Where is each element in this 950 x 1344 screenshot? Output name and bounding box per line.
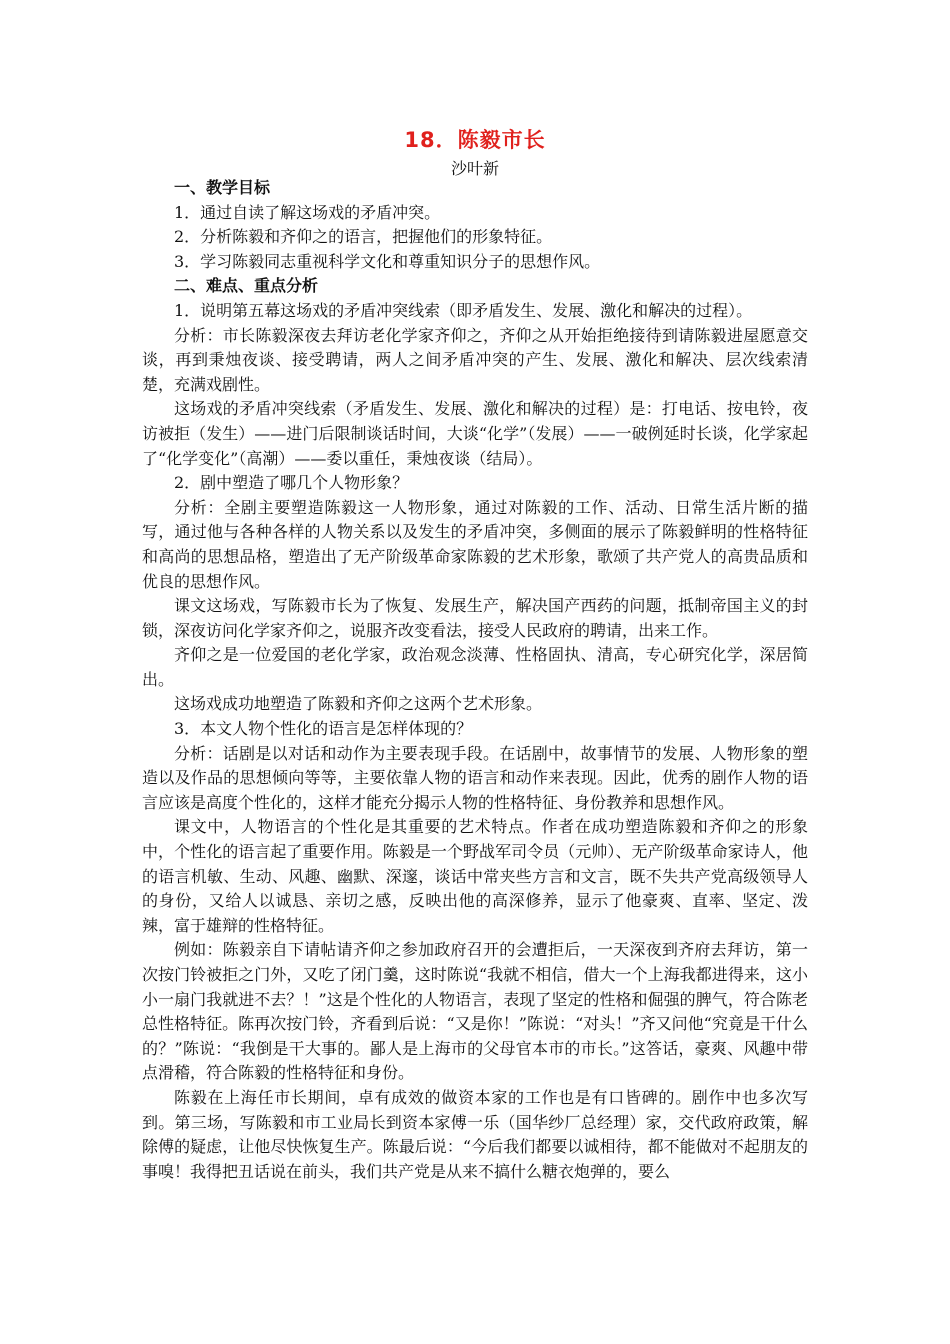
paragraph: 分析：市长陈毅深夜去拜访老化学家齐仰之，齐仰之从开始拒绝接待到请陈毅进屋愿意交谈，再到秉烛夜谈、接受聘请，两人之间矛盾冲突的产生、发展、激化和解决、层次线索清楚，充满戏剧性。 <box>142 325 808 394</box>
paragraph: 例如：陈毅亲自下请帖请齐仰之参加政府召开的会遭拒后，一天深夜到齐府去拜访，第一次按门铃被拒之门外，又吃了闭门羹，这时陈说“我就不相信，借大一个上海我都进得来，这小小一扇门我就进不去？！”这是个性化的人物语言，表现了坚定的性格和倔强的脾气，符合陈老总性格特征。陈再次按门铃，齐看到后说：“又是你！”陈说：“对头！”齐又问他“究竟是干什么的？”陈说：“我倒是干大事的。鄙人是上海市的父母官本市的市长。”这答话，豪爽、风趣中带点滑稽，符合陈毅的性格特征和身份。 <box>142 940 808 1083</box>
paragraph: 分析：话剧是以对话和动作为主要表现手段。在话剧中，故事情节的发展、人物形象的塑造以及作品的思想倾向等等，主要依靠人物的语言和动作来表现。因此，优秀的剧作人物的语言应该是高度个性化的，这样才能充分揭示人物的性格特征、身份教养和思想作风。 <box>142 743 808 812</box>
section-heading: 一、教学目标 <box>174 178 271 197</box>
paragraph: 1．说明第五幕这场戏的矛盾冲突线索（即矛盾发生、发展、激化和解决的过程）。 <box>174 300 753 320</box>
paragraph: 这场戏的矛盾冲突线索（矛盾发生、发展、激化和解决的过程）是：打电话、按电铃，夜访被拒（发生）——进门后限制谈话时间，大谈“化学”（发展）——一破例延时长谈，化学家起了“化学变化”（高潮）——委以重任，秉烛夜谈（结局）。 <box>142 399 808 468</box>
document-author: 沙叶新 <box>450 159 499 178</box>
paragraph: 3．学习陈毅同志重视科学文化和尊重知识分子的思想作风。 <box>174 251 601 271</box>
paragraph: 2．剧中塑造了哪几个人物形象？ <box>174 473 409 493</box>
paragraph: 这场戏成功地塑造了陈毅和齐仰之这两个艺术形象。 <box>174 694 543 714</box>
paragraph: 课文中，人物语言的个性化是其重要的艺术特点。作者在成功塑造陈毅和齐仰之的形象中，个性化的语言起了重要作用。陈毅是一个野战军司令员（元帅）、无产阶级革命家诗人，他的语言机敏、生动、风趣、幽默、深邃，谈话中常夹些方言和文言，既不失共产党高级领导人的身份，又给人以诚恳、亲切之感，反映出他的高深修养，显示了他豪爽、直率、坚定、泼辣，富于雄辩的性格特征。 <box>142 817 808 935</box>
paragraph: 陈毅在上海任市长期间，卓有成效的做资本家的工作也是有口皆碑的。剧作中也多次写到。第三场，写陈毅和市工业局长到资本家傅一乐（国华纱厂总经理）家，交代政府政策，解除傅的疑虑，让他尽快恢复生产。陈最后说：“今后我们都要以诚相待，都不能做对不起朋友的事嗅！我得把丑话说在前头，我们共产党是从来不搞什么糖衣炮弹的，要么 <box>142 1087 808 1181</box>
paragraph: 课文这场戏，写陈毅市长为了恢复、发展生产，解决国产西药的问题，抵制帝国主义的封锁，深夜访问化学家齐仰之，说服齐改变看法，接受人民政府的聘请，出来工作。 <box>142 596 808 640</box>
paragraph: 2．分析陈毅和齐仰之的语言，把握他们的形象特征。 <box>174 227 553 247</box>
paragraph: 分析：全剧主要塑造陈毅这一人物形象，通过对陈毅的工作、活动、日常生活片断的描写，通过他与各种各样的人物关系以及发生的矛盾冲突，多侧面的展示了陈毅鲜明的性格特征和高尚的思想品格，塑造出了无产阶级革命家陈毅的艺术形象，歌颂了共产党人的高贵品质和优良的思想作风。 <box>142 497 808 591</box>
document-title: 18．陈毅市长 <box>404 128 546 152</box>
document-body <box>142 176 808 1184</box>
paragraph: 3．本文人物个性化的语言是怎样体现的？ <box>174 719 473 739</box>
paragraph: 1．通过自读了解这场戏的矛盾冲突。 <box>174 202 441 222</box>
paragraph: 齐仰之是一位爱国的老化学家，政治观念淡薄、性格固执、清高，专心研究化学，深居简出。 <box>142 645 808 689</box>
section-heading: 二、难点、重点分析 <box>174 276 319 296</box>
